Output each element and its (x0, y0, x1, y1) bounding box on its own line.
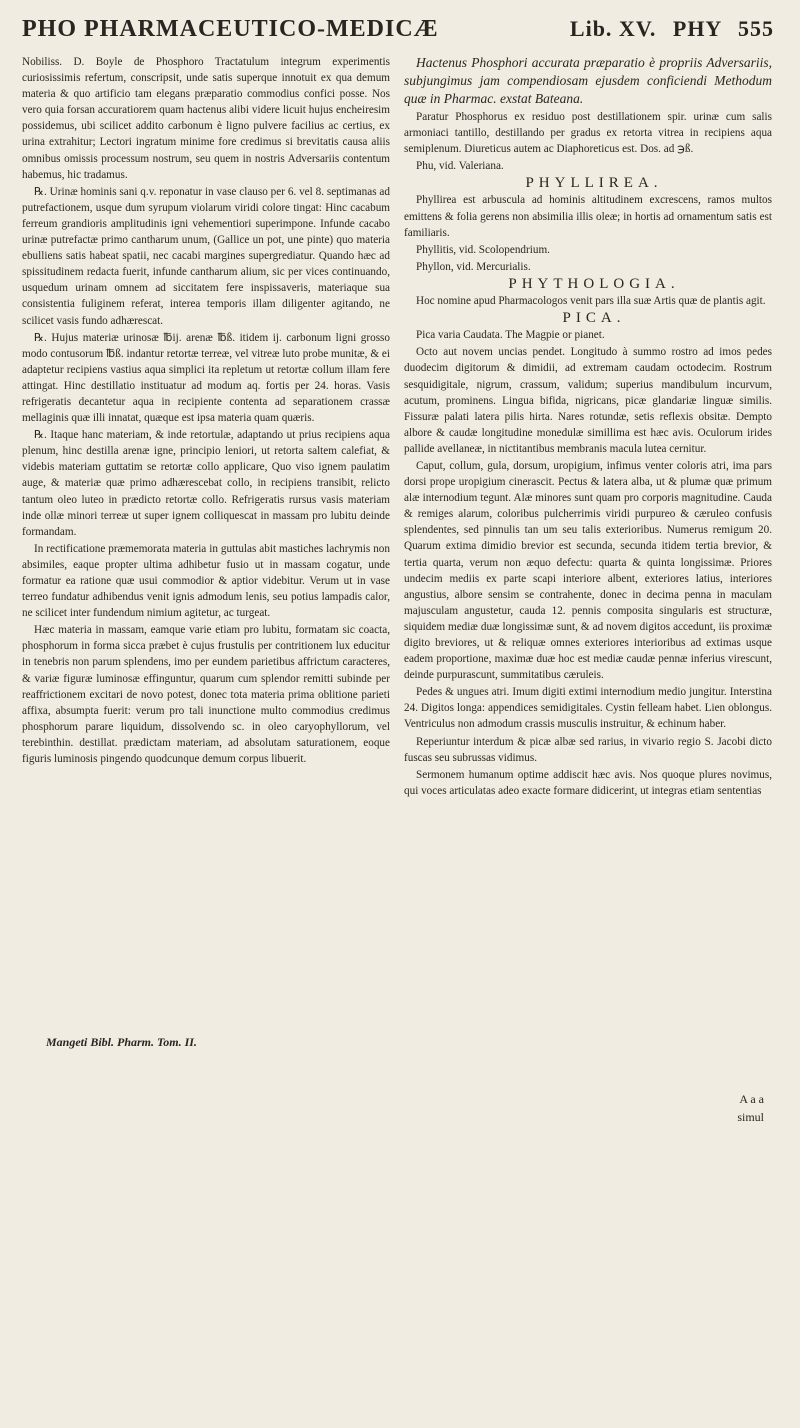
text-columns (22, 54, 780, 800)
entry-phu: Phu, vid. Valeriana. (416, 160, 504, 173)
paragraph: Caput, collum, gula, dorsum, uropigium, infimus venter coloris atri, ima pars dorsi prope uropigium cinerascit. Pectus & latera alba, ut & plumæ quæ primum alæ internodium tegunt. Alæ minores sunt quam pro corporis magnitudine. Cauda & remiges alarum, coloribus pulcherrimis viridi purpureo & cæruleo confusis splendentes, sed pinnulis tan um seu talis exterioribus. Numerus remigum 20. Quarum extima dimidio brevior est secunda, secunda itidem tertia brevior, & tertia quarta, verum non æquo defectu: quarta & quinta longissimæ. Priores undecim mediis ex parte scapi interiore albent, exteriores latius, interiores angustius, albore sensim se contrahente, donec in decima penna in maculam majusculam angustetur, cauda 12. pennis composita singularis est structuræ, siquidem mediæ duæ longissimæ sunt, & ad novem digitos accedunt, iis proximæ digito breviores, ut & reliquæ omnes exteriores interioribus ad extimas usque eadem proportione, maximæ duæ hoc est mediæ caudæ pennæ inferius virescunt, deinde purpurascunt, summitatibus cæruleis. (404, 459, 772, 682)
heading-phyllirea: PHYLLIREA. (525, 175, 663, 192)
entry-phyllitis: Phyllitis, vid. Scolopendrium. (416, 243, 550, 256)
running-head-word: PHY (672, 16, 722, 41)
paragraph: ℞. Hujus materiæ urinosæ ℔ij. arenæ ℔ß. itidem ij. carbonum ligni grosso modo contusorum ℔ß. indantur retortæ terreæ, vel vitreæ luto probe munitæ, & ei adaptetur recipiens vastius aqua simplici ita repletum ut retortæ collum illam fere attingat. Hinc destillatio instituatur ad modum aq. fortis per 24. horas. Vasis refrigeratis decantetur aqua in recipiente contenta ad separationem crassæ mellaginis quæ illi innatat, quæque est ipsa materia quam quæris. (22, 331, 390, 425)
paragraph: Octo aut novem uncias pendet. Longitudo à summo rostro ad imos pedes duodecim digitorum & dimidii, ad extremam caudam octodecim. Rostrum sesquidigitale, nigrum, crassum, validum; superius mandibulum incurvum, acutum, prominens. Lingua bifida, nigricans, picæ glandariæ linguæ similis. Fissuræ palati latera pilis hirta. Nares rotundæ, setis reflexis obsitæ. Dempto albore & caudæ longitudine monedulæ simillima est hæc avis. Oculorum irides pallide avellaneæ, in nictitantibus membranis macula lutea cernitur. (404, 346, 772, 455)
pica-caption: Pica varia Caudata. The Magpie or pianet. (416, 329, 605, 342)
paragraph: Hoc nomine apud Pharmacologos venit pars illa suæ Artis quæ de plantis agit. (416, 295, 766, 308)
footer-citation (46, 1035, 197, 1050)
paragraph: ℞. Urinæ hominis sani q.v. reponatur in vase clauso per 6. vel 8. septimanas ad putrefactionem, usque dum syrupum violarum viridi colore tingat: Hinc cacabum ferreum grandioris amplitudinis igni vehementiori superimpone. Infunde cacabo urinæ putrefactæ primo cantharum unum, (Gallice un pot, une pinte) quo materia ebulliens satis habeat spatii, nec cacabi margines supergrediatur. Quando hæc ad spissitudinem redacta fuerit, infunde cantharum alium, sic per vices continuando, usquedum urinam omnem ad siccitatem fere inspissaveris, materiaque sua consistentia fuliginem referat, interea temporis illam diligenter agitando, ne scilicet vasis fundo adhærescat. (22, 185, 390, 327)
bate-intro: Hactenus Phosphori accurata præparatio è propriis Adversariis, subjungimus jam compendiosam ejusdem conficiendi Methodum quæ in Pharmac. exstat Bateana. (404, 55, 772, 106)
right-column (404, 54, 772, 800)
heading-pica: PICA. (562, 310, 626, 327)
paragraph: Hæc materia in massam, eamque varie etiam pro lubitu, formatam sic coacta, phosphorum in forma sicca præbet è cujus frustulis per contritionem lux educitur in tenebris non parum splendens, imo per eundem parietibus affrictum caracteres, & variæ figuræ luminosæ effinguntur, quarum cum splendor remitti subinde per reaffrictionem excitari de novo potest, donec tota materia prima oblitione parieti affixa, absumpta fuerit: verum pro tali inunctione multo commodius credimus phosphorum parare liquidum, dissolvendo sc. in oleo caryophyllorum, vel terebinthin. destillat. prædictam materiam, ad absolutam saturationem, eoque figuris luminosis pingendo quodcunque demum corpus libuerit. (22, 624, 390, 766)
page-number: 555 (738, 16, 774, 41)
footer-citation-text: Mangeti Bibl. Pharm. Tom. II. (46, 1035, 197, 1049)
paragraph: In rectificatione præmemorata materia in guttulas abit mastiches lachrymis non absimiles, eaque propter ultima adhibetur fusio ut in massam cogatur, unde formatur ea ratione quæ usui commodior & aptior videbitur. Verum ut in vase terreo fundatur adhibendus venit ignis admodum lenis, seu potius lampadis calor, ne scilicet inter fundendum nimium agitetur, ac turgeat. (22, 542, 390, 620)
running-head-right (560, 16, 774, 42)
running-head-title: PHO PHARMACEUTICO-MEDICÆ (22, 16, 439, 42)
entry-phyllon: Phyllon, vid. Mercurialis. (416, 260, 531, 273)
paragraph: Nobiliss. D. Boyle de Phosphoro Tractatulum integrum experimentis curiosissimis refertum, conscripsit, unde satis superque innotuit ex qua demum materia & quo artificio tam elegans præparatio commodius confici posse. Nos vero quia forsan accuratiorem quam hactenus alibi videre licuit hujus encheiresim possidemus, ubi scilicet addito carbonum è ligno pulvere facilius ac certius, ex urina extrahitur; Lectori ingratum minime fore credimus si brevitatis causa aliis omnibus omissis processum nostrum, seu quem in nostris Adversariis contentum habemus, hic tradamus. (22, 56, 390, 181)
paragraph: Sermonem humanum optime addiscit hæc avis. Nos quoque plures novimus, qui voces articulatas adeo exacte formare didicerint, ut integras etiam sententias (404, 768, 772, 797)
left-column (22, 54, 390, 800)
paragraph: Phyllirea est arbuscula ad hominis altitudinem excrescens, ramos multos emittens & folia gerens non absimilia illis oleæ; in hortis ad ornamentum satis est familiaris. (404, 194, 772, 239)
paragraph: Pedes & ungues atri. Imum digiti extimi internodium medio jungitur. Interstina 24. Digitos longa: appendices semidigitales. Cystin felleam habet. Lien oblongus. Ventriculus non admodum crassis musculis instruitur, & echinum haber. (404, 686, 772, 731)
running-head (22, 14, 780, 54)
paragraph: Reperiuntur interdum & picæ albæ sed rarius, in vivario regio S. Jacobi dicto fuscas seu subrussas vidimus. (404, 735, 772, 764)
book-number: Lib. XV. (569, 16, 657, 41)
catchword: simul (737, 1110, 764, 1124)
paragraph: Paratur Phosphorus ex residuo post destillationem spir. urinæ cum salis armoniaci tantillo, destillando per gradus ex retorta vitrea in recipiens aqua semiplenum. Diureticus autem ac Diaphoreticus est. Dos. ad ℈ß. (404, 111, 772, 156)
paragraph: ℞. Itaque hanc materiam, & inde retortulæ, adaptando ut prius recipiens aqua plenum, hinc destilla arenæ igne, principio leniori, ut retorta saltem calefiat, & videbis materiam guttatim se retortæ collo applicare, Quo viso ignem paulatim auge, & materiæ quæ primo adhærescebat collo, in recipiens transibit, relicto tantum oleo luteo in prædicto retortæ collo. Refrigeratis rursus vasis materiam inde ollæ minori terreæ ut super ignem colliquescat in massam pro lubitu deinde formandam. (22, 429, 390, 538)
heading-phythologia: PHYTHOLOGIA. (508, 275, 680, 292)
signature-mark: A a a (739, 1092, 764, 1106)
